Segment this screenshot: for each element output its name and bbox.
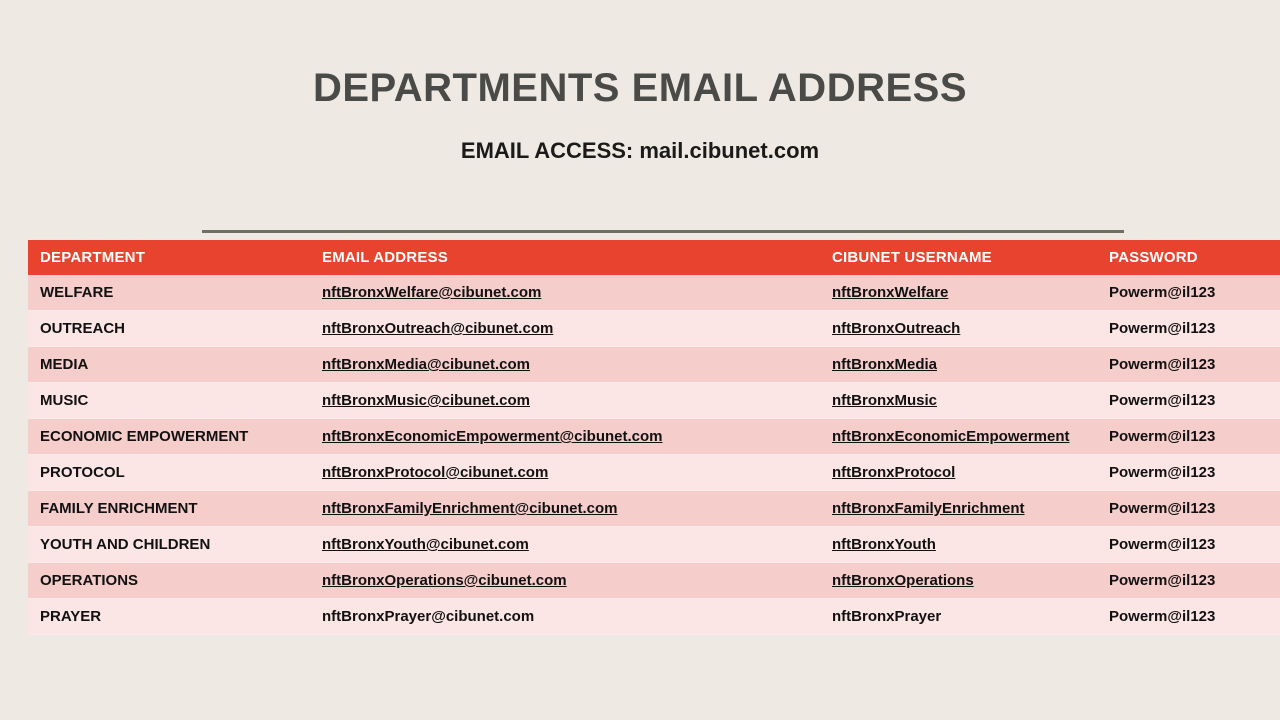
cell-username[interactable] [820, 563, 1097, 599]
cell-department: YOUTH AND CHILDREN [28, 527, 310, 563]
username-link[interactable]: nftBronxOutreach [832, 320, 961, 337]
table-header [28, 240, 1280, 275]
email-link[interactable]: nftBronxOperations@cibunet.com [322, 572, 567, 589]
cell-username[interactable] [820, 491, 1097, 527]
page-title: DEPARTMENTS EMAIL ADDRESS [312, 66, 968, 110]
username-link[interactable]: nftBronxFamilyEnrichment [832, 500, 1025, 517]
email-link[interactable]: nftBronxOutreach@cibunet.com [322, 320, 554, 337]
table-row [28, 347, 1280, 383]
cell-password: Powerm@il123 [1097, 383, 1280, 419]
cell-password: Powerm@il123 [1097, 599, 1280, 635]
column-header-email: EMAIL ADDRESS [310, 240, 820, 275]
table-row [28, 455, 1280, 491]
cell-email[interactable] [310, 275, 820, 311]
cell-username[interactable] [820, 311, 1097, 347]
cell-password: Powerm@il123 [1097, 275, 1280, 311]
column-header-username: CIBUNET USERNAME [820, 240, 1097, 275]
username-link[interactable]: nftBronxProtocol [832, 464, 956, 481]
cell-password: Powerm@il123 [1097, 527, 1280, 563]
table-row [28, 311, 1280, 347]
username-link[interactable]: nftBronxEconomicEmpowerment [832, 428, 1070, 445]
cell-email[interactable] [310, 491, 820, 527]
divider [202, 230, 1124, 233]
cell-department: OPERATIONS [28, 563, 310, 599]
table-row [28, 419, 1280, 455]
cell-email[interactable] [310, 563, 820, 599]
cell-email[interactable] [310, 419, 820, 455]
email-text: nftBronxPrayer@cibunet.com [322, 608, 535, 625]
email-link[interactable]: nftBronxMusic@cibunet.com [322, 392, 530, 409]
table-row [28, 527, 1280, 563]
table-row [28, 275, 1280, 311]
page-subtitle: EMAIL ACCESS: mail.cibunet.com [460, 138, 820, 163]
email-link[interactable]: nftBronxYouth@cibunet.com [322, 536, 529, 553]
email-link[interactable]: nftBronxFamilyEnrichment@cibunet.com [322, 500, 618, 517]
cell-username[interactable] [820, 383, 1097, 419]
email-link[interactable]: nftBronxEconomicEmpowerment@cibunet.com [322, 428, 663, 445]
email-link[interactable]: nftBronxWelfare@cibunet.com [322, 284, 542, 301]
cell-department: FAMILY ENRICHMENT [28, 491, 310, 527]
cell-username[interactable] [820, 527, 1097, 563]
username-text: nftBronxPrayer [832, 608, 942, 625]
cell-username[interactable] [820, 455, 1097, 491]
cell-email[interactable] [310, 311, 820, 347]
cell-email [310, 599, 820, 635]
table-row [28, 599, 1280, 635]
departments-email-table [28, 240, 1280, 635]
column-header-department: DEPARTMENT [28, 240, 310, 275]
cell-department: ECONOMIC EMPOWERMENT [28, 419, 310, 455]
cell-password: Powerm@il123 [1097, 419, 1280, 455]
table-row [28, 491, 1280, 527]
cell-username[interactable] [820, 419, 1097, 455]
cell-department: MEDIA [28, 347, 310, 383]
cell-department: PROTOCOL [28, 455, 310, 491]
table-header-row [28, 240, 1280, 275]
cell-email[interactable] [310, 527, 820, 563]
cell-password: Powerm@il123 [1097, 491, 1280, 527]
cell-password: Powerm@il123 [1097, 311, 1280, 347]
table-body [28, 275, 1280, 635]
cell-email[interactable] [310, 347, 820, 383]
username-link[interactable]: nftBronxMedia [832, 356, 937, 373]
cell-email[interactable] [310, 383, 820, 419]
cell-password: Powerm@il123 [1097, 455, 1280, 491]
table-row [28, 383, 1280, 419]
cell-department: PRAYER [28, 599, 310, 635]
cell-email[interactable] [310, 455, 820, 491]
email-link[interactable]: nftBronxMedia@cibunet.com [322, 356, 530, 373]
cell-department: MUSIC [28, 383, 310, 419]
username-link[interactable]: nftBronxYouth [832, 536, 936, 553]
cell-password: Powerm@il123 [1097, 347, 1280, 383]
username-link[interactable]: nftBronxMusic [832, 392, 937, 409]
cell-department: WELFARE [28, 275, 310, 311]
cell-department: OUTREACH [28, 311, 310, 347]
cell-username[interactable] [820, 347, 1097, 383]
column-header-password: PASSWORD [1097, 240, 1280, 275]
email-link[interactable]: nftBronxProtocol@cibunet.com [322, 464, 549, 481]
cell-username[interactable] [820, 275, 1097, 311]
table-row [28, 563, 1280, 599]
username-link[interactable]: nftBronxOperations [832, 572, 974, 589]
username-link[interactable]: nftBronxWelfare [832, 284, 949, 301]
cell-password: Powerm@il123 [1097, 563, 1280, 599]
cell-username [820, 599, 1097, 635]
